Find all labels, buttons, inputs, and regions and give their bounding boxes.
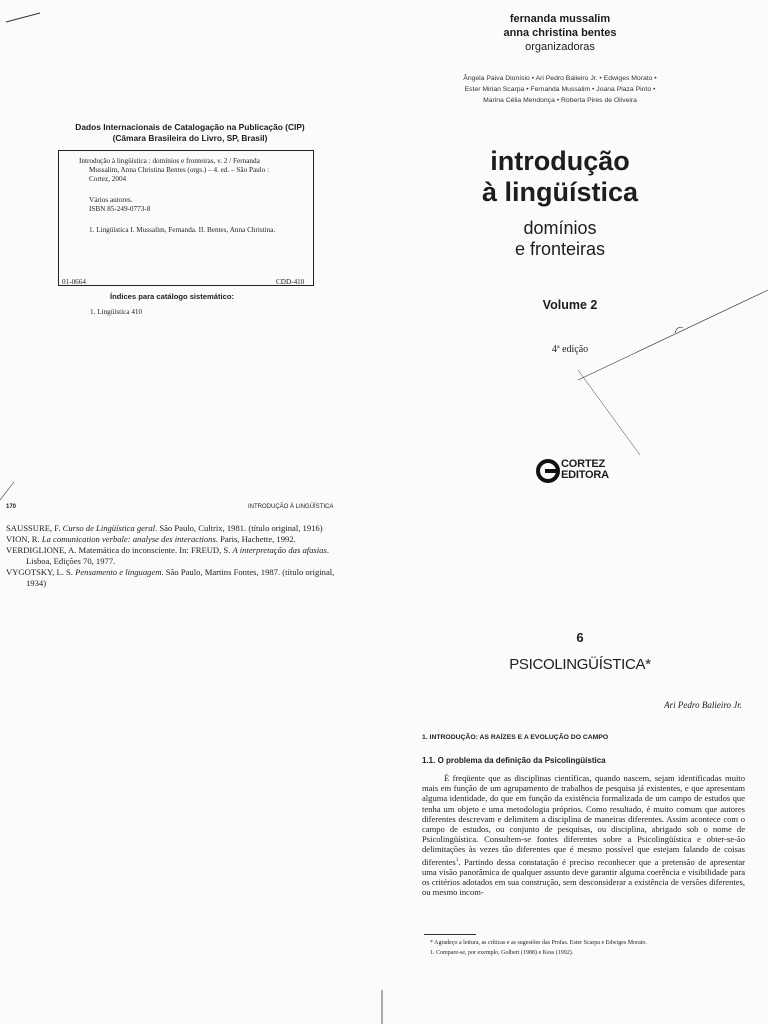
book-subtitle-line1: domínios <box>523 218 597 238</box>
cip-title-line1: Dados Internacionais de Catalogação na Publicação (CIP) <box>75 122 305 132</box>
book-title <box>440 146 680 208</box>
running-head: INTRODUÇÃO À LINGÜÍSTICA <box>248 504 334 510</box>
page-number: 170 <box>6 504 17 510</box>
reference-list <box>6 523 351 589</box>
footnote-1: 1. Compare-se, por exemplo, Golbert (1988) e Kess (1992). <box>430 949 574 956</box>
publisher-name-line1: CORTEZ <box>561 458 606 470</box>
cip-title-line2: (Câmara Brasileira do Livro, SP, Brasil) <box>112 133 268 143</box>
cip-entry-subjects: 1. Lingüística I. Mussalim, Fernanda. II. Bentes, Anna Christina. <box>89 226 276 235</box>
chapter-author: Ari Pedro Balieiro Jr. <box>664 700 742 710</box>
chapter-number: 6 <box>576 630 584 645</box>
footnote-star: * Agradeço a leitura, as críticas e as sugestões das Profas. Ester Scarpa e Edwiges Morato. <box>430 940 647 946</box>
cip-entry-line3: Cortez, 2004 <box>89 175 127 184</box>
organizers-block <box>430 12 690 54</box>
cip-entry-line2: Mussalim, Anna Christina Bentes (orgs.) – 4. ed. – São Paulo : <box>89 166 270 175</box>
publisher-logo <box>536 458 616 484</box>
contributors-line1: Ângela Paiva Dionísio • Ari Pedro Balieiro Jr. • Edwiges Morato • <box>463 75 657 82</box>
cip-cdd: CDD-410 <box>276 278 305 286</box>
reference-item: VYGOTSKY, L. S. Pensamento e linguagem. São Paulo, Martins Fontes, 1987. (título original, 1934) <box>6 567 335 588</box>
volume-label: Volume 2 <box>542 298 598 312</box>
body-text <box>422 773 745 897</box>
cip-record-box <box>58 150 314 286</box>
book-subtitle <box>460 218 660 260</box>
reference-item: VION, R. La comunication verbale: analyse des interactions. Paris, Hachette, 1992. <box>6 534 296 544</box>
publisher-name-line2: EDITORA <box>561 469 609 481</box>
contributors-line2: Ester Mirian Scarpa • Fernanda Mussalim • Joana Plaza Pinto • <box>464 85 656 93</box>
contributors-list <box>420 74 700 106</box>
cip-title <box>40 122 340 144</box>
section-heading-1: 1. INTRODUÇÃO: AS RAÍZES E A EVOLUÇÃO DO CAMPO <box>422 734 609 741</box>
publisher-name <box>561 459 609 481</box>
cip-entry-isbn: ISBN 85-249-0773-8 <box>89 204 151 213</box>
organizer-name-2: anna christina bentes <box>503 27 617 39</box>
cip-entry-authors: Vários autores. <box>89 195 133 204</box>
cip-index-title: Índices para catálogo sistemático: <box>109 292 235 301</box>
cip-entry-line1: Introdução à lingüística : domínios e fronteiras, v. 2 / Fernanda <box>79 157 260 165</box>
organizers-label: organizadoras <box>525 41 595 53</box>
chapter-title: PSICOLINGÜÍSTICA* <box>509 656 651 673</box>
footnotes <box>430 939 750 959</box>
contributors-line3: Marina Célia Mendonça • Roberta Pires de Oliveira <box>483 96 637 104</box>
book-title-line1: introdução <box>490 146 630 176</box>
reference-item: SAUSSURE, F. Curso de Lingüística geral. São Paulo, Cultrix, 1981. (título original, 1916) <box>6 523 323 533</box>
edition-label: 4ª edição <box>551 344 589 355</box>
reference-item: VERDIGLIONE, A. Matemática do inconsciente. In: FREUD, S. A interpretação das afasias. Lisboa, Edições 70, 1977. <box>6 545 329 566</box>
section-heading-1-1: 1.1. O problema da definição da Psicolingüística <box>422 756 606 765</box>
footnote-marker: 1 <box>455 856 459 863</box>
cip-index-item: 1. Lingüística 410 <box>90 308 143 316</box>
publisher-c-icon <box>536 459 560 483</box>
book-title-line2: à lingüística <box>481 177 639 207</box>
body-paragraph: É freqüente que as disciplinas científicas, quando nascem, sejam identificadas muito mais em função de um agrupamento de trabalhos de pesquisa já existentes, e que apresentam alguma identidade, do que em função da existência formalizada de um campo de estudos que tenha um objeto e uma metodologia próprios. Como resultado, é muito comum que autores diferentes descrevam e delimitem a disciplina de maneiras diferentes. Assim acontece com o campo de estudos, ou conjunto de pesquisas, ou disciplina, abrigado sob o nome de Psicolingüística. Consultem-se fontes diferentes sobre a Psicolingüística e obter-se-ão delimitações às vezes tão diferentes que é mesmo possível que estejam falando de coisas diferentes$^1$. Partindo dessa constatação é preciso reconhecer que a pretensão de apresentar uma visão panorâmica de qualquer assunto deve garantir alguma coerência e visibilidade para os critérios adotados em sua construção, sem desconsiderar a existência de versões diferentes, ou mesmo incom- <box>422 773 745 898</box>
footnote-rule <box>424 934 476 935</box>
cip-number: 01-0664 <box>62 278 86 286</box>
book-subtitle-line2: e fronteiras <box>514 239 606 259</box>
organizer-name-1: fernanda mussalim <box>509 13 611 25</box>
